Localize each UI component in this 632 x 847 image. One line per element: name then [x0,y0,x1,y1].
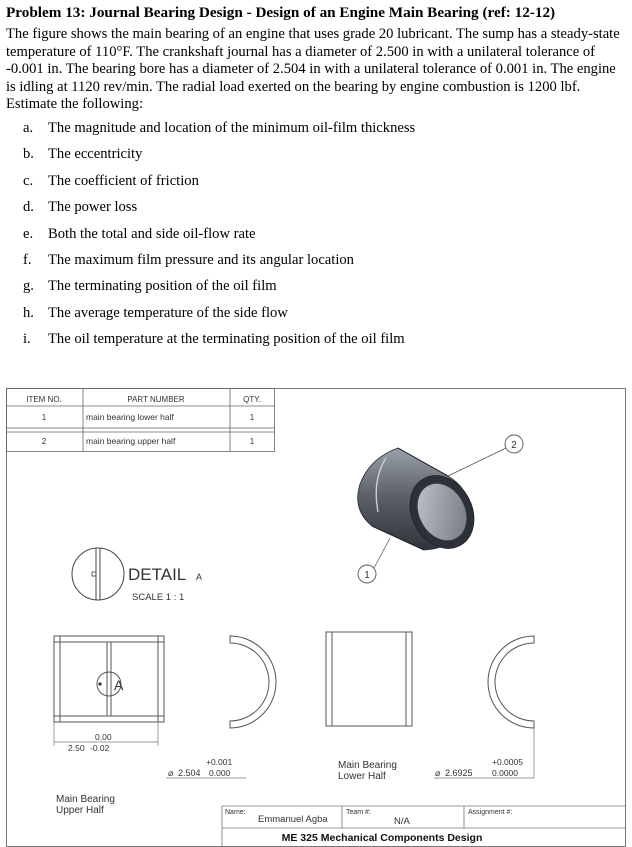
detail-title: DETAIL [128,565,187,584]
leader-line [374,538,390,568]
balloon-2-label: 2 [511,440,517,451]
detail-symbol [72,548,124,600]
question-item [6,278,626,304]
bom-header-item: ITEM NO. [26,395,62,404]
question-text: The oil temperature at the terminating position of the oil film [48,331,405,348]
paragraph-line: steady-state temperature of 110°F. The crankshaft journal has a diameter of 2.500 in with a [6,26,620,60]
dim-upper-main: 2.50 [68,743,85,753]
detail-scale: SCALE 1 : 1 [132,592,185,603]
question-item [6,226,626,252]
bom-cell: 1 [249,413,255,422]
bom-cell: 1 [41,413,47,422]
assignment-label: Assignment #: [468,809,513,816]
bom-cell: 2 [41,437,47,446]
label-upper-2: Upper Half [56,805,104,816]
question-text: The average temperature of the side flow [48,304,288,321]
question-item [6,199,626,225]
question-letter: f. [23,251,32,268]
team-label: Team #: [346,809,371,816]
label-lower-2: Lower Half [338,771,386,782]
dim-bore1-tol: +0.001 [206,757,233,767]
question-text: The terminating position of the oil film [48,278,277,295]
bom-cell: main bearing lower half [86,412,174,422]
question-item [6,305,626,331]
detail-letter: A [196,572,203,582]
question-list [6,120,626,358]
problem-title: Problem 13: Journal Bearing Design - Design of an Engine Main Bearing (ref: 12-12) [6,4,556,21]
paragraph-line: The figure shows the main bearing of an engine that uses grade 20 lubricant. The sump has a [6,26,548,42]
dim-bore1-tol: 0.000 [209,768,231,778]
question-letter: a. [23,119,34,136]
diameter-icon: ⌀ [435,768,441,778]
team-value: N/A [394,816,410,827]
drawing-sheet [6,388,626,847]
dim-bore1-main: 2.504 [178,768,201,778]
question-text: The coefficient of friction [48,172,199,189]
name-label: Name: [225,809,246,816]
bom-header-part: PART NUMBER [127,395,185,404]
question-letter: i. [23,331,31,348]
bom-header-qty: QTY. [243,395,261,404]
question-letter: b. [23,146,34,163]
label-upper-1: Main Bearing [56,794,115,805]
dim-bore2-tol: +0.0005 [492,757,523,767]
question-item [6,146,626,172]
dim-bore2-main: 2.6925 [445,768,473,778]
question-text: The eccentricity [48,146,143,163]
bom-cell: 1 [249,437,255,446]
question-text: Both the total and side oil-flow rate [48,225,256,242]
course-title: ME 325 Mechanical Components Design [281,832,483,844]
half-ring-upper [230,636,276,728]
question-letter: d. [23,199,34,216]
engineering-drawing [6,388,626,847]
isometric-bearing [358,448,487,560]
bom-cell: main bearing upper half [86,436,176,446]
question-letter: c. [23,172,34,189]
question-letter: h. [23,304,34,321]
upper-half-view [54,636,164,722]
balloon-1-label: 1 [364,570,370,581]
question-item [6,252,626,278]
lower-half-view [326,632,412,726]
name-value: Emmanuel Agba [258,814,328,825]
paragraph-line: unilateral tolerance of -0.001 in. The bearing bore has a diameter of 2.504 in with a unilateral [6,43,596,78]
question-text: The magnitude and location of the minimum oil-film thickness [48,119,416,136]
question-letter: g. [23,278,34,295]
dim-upper-tol: -0.02 [90,743,110,753]
dim-upper-tol: 0.00 [95,732,112,742]
question-item [6,331,626,357]
dim-bore2-tol: 0.0000 [492,768,518,778]
question-item [6,120,626,146]
half-ring-lower [488,636,534,728]
diameter-icon: ⌀ [168,768,174,778]
label-lower-1: Main Bearing [338,760,397,771]
problem-statement [6,0,626,357]
question-letter: e. [23,225,34,242]
question-item [6,173,626,199]
leader-line [448,448,506,476]
paragraph-line: tolerance of 0.001 in. The engine is idling at 1120 rev/min. The radial load exerted on the [6,61,616,95]
problem-paragraph [6,26,626,114]
question-text: The maximum film pressure and its angular location [48,251,354,268]
paragraph-line: bearing by engine combustion is 1200 lbf. Estimate the following: [6,78,581,113]
detail-dot [98,682,101,685]
question-text: The power loss [48,199,138,216]
view-letter: A [114,677,124,693]
